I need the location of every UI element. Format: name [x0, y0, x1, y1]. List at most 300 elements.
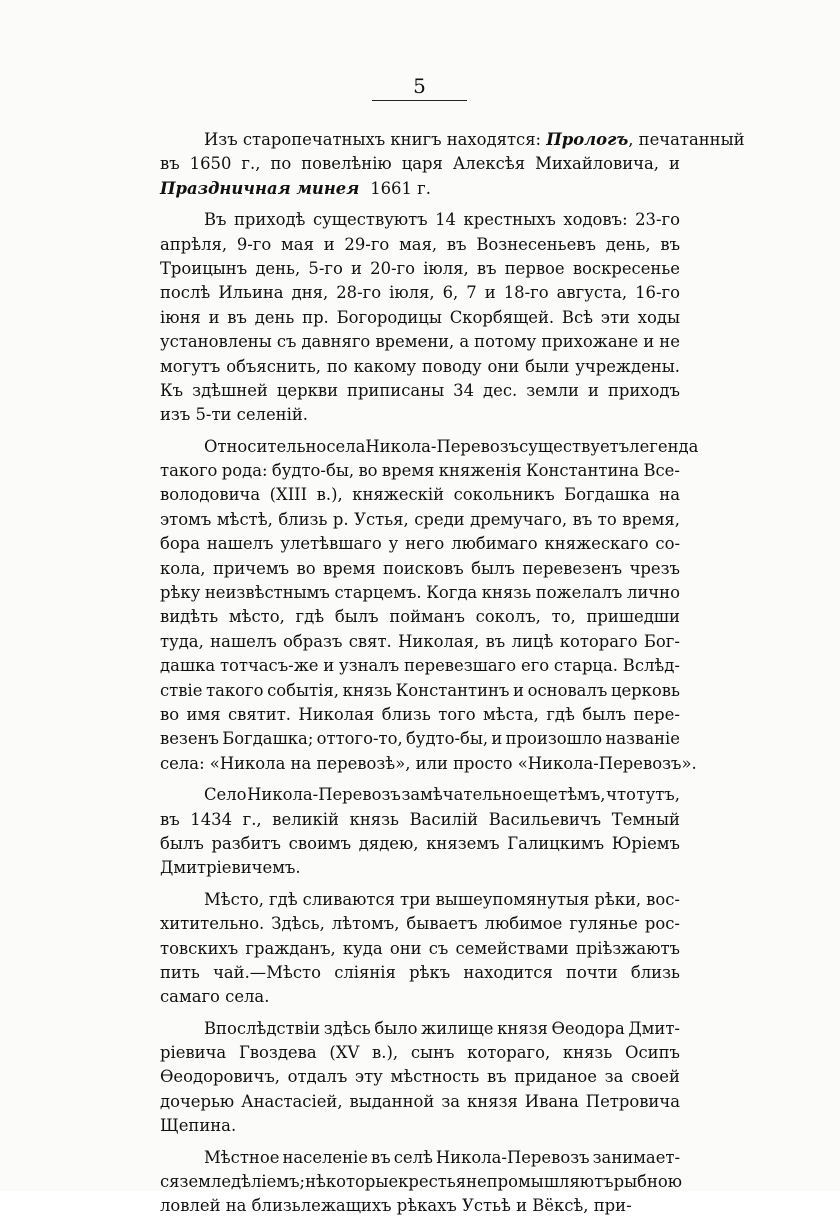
word: еще — [522, 785, 558, 805]
word: произошло — [505, 729, 603, 749]
text-line — [160, 1090, 680, 1114]
word: событія, — [267, 680, 339, 700]
word: улетѣвшаго — [280, 534, 382, 554]
word: свят. — [348, 631, 392, 651]
word: Алексѣя — [452, 154, 526, 174]
word: селѣ — [393, 1147, 433, 1167]
word: ходы — [637, 307, 680, 327]
word: то, — [551, 607, 576, 627]
text-line — [160, 888, 680, 912]
text-line — [160, 128, 745, 152]
paragraph — [160, 1146, 683, 1219]
word: Въ — [204, 210, 227, 230]
text-segment: села: «Никола на перевозѣ», или просто «Никола-Перевозъ». — [160, 753, 697, 773]
word: учреждены. — [575, 356, 680, 376]
text-line — [160, 985, 680, 1009]
word: былъ — [160, 833, 204, 853]
word: (XV — [329, 1043, 360, 1063]
word: августа, — [556, 283, 628, 303]
text-line — [160, 912, 680, 936]
word: 5-го — [308, 258, 343, 278]
word: пришедши — [586, 607, 680, 627]
word: Бог- — [643, 631, 680, 651]
word: этомъ — [160, 509, 212, 529]
word: сокольникъ — [453, 485, 555, 505]
word: 28-го — [336, 283, 382, 303]
word: Богородицы — [336, 307, 442, 327]
word: ріевича — [160, 1043, 227, 1063]
word: пить — [160, 962, 200, 982]
text-line — [160, 832, 680, 856]
text-line — [160, 605, 680, 629]
text-line — [160, 654, 680, 678]
word: рода: — [221, 461, 268, 481]
word: занимает- — [592, 1147, 680, 1167]
word: они — [389, 938, 422, 958]
word: любимое — [484, 914, 563, 934]
word: первое — [504, 258, 565, 278]
word: 23-го — [635, 210, 680, 230]
word: 16-го — [635, 283, 680, 303]
word: въ — [160, 809, 180, 829]
word: володовича — [160, 485, 261, 505]
word: сливаются — [302, 889, 396, 909]
word: Относительно — [204, 436, 327, 456]
word: Здѣсь, — [271, 914, 325, 934]
word: въ — [446, 234, 467, 254]
text-segment: Изъ старопечатныхъ книгъ находятся: — [204, 130, 547, 149]
word: неизвѣстнымъ — [204, 583, 330, 603]
word: Анастасіей, — [241, 1091, 343, 1111]
word: Никола-Перевозъ — [247, 785, 401, 805]
word: въ — [371, 1147, 391, 1167]
word: в.), — [316, 485, 343, 505]
word: гдѣ — [269, 889, 298, 909]
word: замѣчательно — [401, 785, 523, 805]
word: мѣстность — [390, 1067, 480, 1087]
word: видѣть — [160, 607, 219, 627]
word: будто-бы, — [405, 729, 489, 749]
word: князь — [562, 1043, 613, 1063]
word: близь — [630, 962, 680, 982]
word: за — [441, 1091, 461, 1111]
word: поисковъ — [383, 558, 464, 578]
word: в.), — [372, 1043, 399, 1063]
word: и — [351, 258, 362, 278]
paragraph — [160, 435, 699, 776]
word: царя — [401, 154, 443, 174]
word: мѣсто, — [228, 607, 285, 627]
word: мая, — [399, 234, 438, 254]
text-line — [160, 483, 680, 507]
text-segment: Щепина. — [160, 1116, 237, 1136]
word: него — [405, 534, 445, 554]
word: князя — [467, 1091, 518, 1111]
word: г., — [241, 154, 261, 174]
word: дремучаго, — [470, 509, 568, 529]
word: Петровича — [585, 1091, 680, 1111]
body-text — [160, 128, 745, 1226]
text-line — [160, 856, 680, 880]
word: 34 — [453, 380, 475, 400]
text-line — [160, 177, 680, 201]
word: время — [381, 461, 435, 481]
word: церкви — [276, 380, 338, 400]
word: хитительно. — [160, 914, 265, 934]
text-segment: , печатанный — [628, 130, 745, 149]
word: потому — [474, 332, 537, 352]
word: имя — [186, 704, 221, 724]
word: установлены — [160, 332, 272, 352]
word: Все- — [643, 461, 680, 481]
word: находится — [463, 962, 553, 982]
word: во — [296, 558, 316, 578]
word: князь — [481, 583, 532, 603]
word: князь — [349, 809, 399, 829]
word: разбитъ — [211, 833, 281, 853]
word: послѣ — [160, 283, 211, 303]
text-line — [160, 508, 680, 532]
word: какому — [353, 356, 417, 376]
word: ствіе — [160, 680, 203, 700]
word: Ѳеодора — [551, 1018, 625, 1038]
word: везенъ — [160, 729, 219, 749]
word: нѣкоторые — [305, 1172, 399, 1192]
word: время, — [622, 509, 680, 529]
text-segment: изъ 5-ти селеній. — [160, 405, 308, 425]
word: давняго — [301, 332, 371, 352]
word: и — [491, 729, 503, 749]
word: земли — [526, 380, 579, 400]
paragraph — [160, 888, 680, 1010]
word: ся — [160, 1172, 180, 1192]
text-line — [160, 532, 680, 556]
word: княжескаго — [544, 534, 649, 554]
word: 29-го — [344, 234, 390, 254]
word: эту — [354, 1067, 383, 1087]
text-segment: 1661 г. — [364, 178, 431, 198]
book-title: Праздничная минея — [160, 178, 360, 198]
word: рѣкъ — [409, 962, 451, 982]
word: эти — [600, 307, 630, 327]
word: нашелъ — [206, 534, 274, 554]
word: былъ — [334, 607, 379, 627]
word: гдѣ — [295, 607, 325, 627]
word: былъ — [471, 558, 515, 578]
text-line — [160, 1065, 680, 1089]
word: съ — [428, 938, 449, 958]
word: Богдашка; — [222, 729, 314, 749]
word: на — [659, 485, 680, 505]
word: дочерью — [160, 1091, 235, 1111]
word: въ — [227, 307, 247, 327]
word: пожелалъ — [535, 583, 623, 603]
text-line — [160, 403, 680, 427]
word: чрезъ — [629, 558, 680, 578]
word: во — [358, 461, 378, 481]
word: апрѣля, — [160, 234, 228, 254]
word: вышеупомянутыя — [435, 889, 590, 909]
word: дня, — [291, 283, 329, 303]
word: Впослѣдствіи — [204, 1018, 321, 1038]
text-line — [160, 727, 680, 751]
word: въ — [660, 234, 680, 254]
word: въ — [486, 1067, 507, 1087]
word: были — [525, 356, 570, 376]
word: рѣки, — [594, 889, 642, 909]
text-line — [160, 1170, 683, 1194]
word: старца. — [553, 656, 618, 676]
text-line — [160, 233, 680, 257]
word: рыбною — [613, 1172, 683, 1192]
text-line — [160, 152, 680, 176]
word: и — [323, 234, 335, 254]
word: легенда — [629, 436, 699, 456]
word: своимъ — [288, 833, 352, 853]
word: рѣку — [160, 583, 201, 603]
word: Василій — [409, 809, 479, 829]
text-line — [160, 281, 680, 305]
word: Мѣсто, — [204, 889, 264, 909]
word: Николая — [298, 704, 375, 724]
word: того — [438, 704, 476, 724]
word: рос- — [644, 914, 680, 934]
word: Богдашка — [564, 485, 650, 505]
word: промышляютъ — [486, 1172, 614, 1192]
word: мѣста, — [483, 704, 539, 724]
word: перевезшаго — [403, 656, 517, 676]
word: въ — [572, 509, 593, 529]
word: гражданъ, — [245, 938, 336, 958]
word: по — [270, 154, 292, 174]
word: дес. — [483, 380, 518, 400]
word: въ — [476, 258, 497, 278]
word: р. — [332, 509, 349, 529]
word: великій — [272, 809, 339, 829]
word: жилище — [421, 1018, 494, 1038]
paragraph — [160, 1017, 680, 1139]
paragraph — [160, 128, 745, 201]
text-line — [160, 355, 680, 379]
word: поводу — [421, 356, 482, 376]
word: вос- — [646, 889, 680, 909]
word: 1434 — [190, 809, 232, 829]
word: съ — [276, 332, 297, 352]
text-line — [160, 557, 680, 581]
word: крестьяне — [398, 1172, 487, 1192]
word: и — [484, 283, 496, 303]
word: слiянія — [334, 962, 396, 982]
word: своей — [631, 1067, 680, 1087]
word: по — [326, 356, 348, 376]
word: образъ — [283, 631, 343, 651]
text-line — [160, 208, 680, 232]
word: тѣмъ, — [558, 785, 606, 805]
word: Мѣстное — [204, 1147, 280, 1167]
word: земледѣліемъ; — [179, 1172, 306, 1192]
text-line — [160, 937, 680, 961]
word: здѣшней — [192, 380, 268, 400]
word: 6, — [442, 283, 459, 303]
word: прихожане — [541, 332, 639, 352]
word: княженія — [438, 461, 522, 481]
text-line — [160, 630, 680, 654]
word: Село — [204, 785, 247, 805]
word: населеніе — [282, 1147, 368, 1167]
text-line — [160, 961, 680, 985]
word: пр. — [302, 307, 329, 327]
word: воскресенье — [572, 258, 680, 278]
word: гулянье — [569, 914, 638, 934]
word: объяснить, — [226, 356, 321, 376]
page-number: 5 — [413, 74, 426, 98]
word: бываетъ — [406, 914, 478, 934]
word: Вслѣд- — [622, 656, 680, 676]
word: іюня — [160, 307, 201, 327]
word: такого — [206, 680, 264, 700]
word: Гвоздева — [238, 1043, 317, 1063]
word: а — [459, 332, 470, 352]
word: Никола-Перевозъ — [435, 1147, 590, 1167]
text-line — [160, 1017, 680, 1041]
word: любимаго — [451, 534, 538, 554]
word: Васильевичъ — [488, 809, 602, 829]
word: Константинъ — [395, 680, 510, 700]
word: въ — [485, 631, 506, 651]
word: семействами — [455, 938, 569, 958]
word: г., — [242, 809, 262, 829]
word: тутъ, — [636, 785, 680, 805]
word: день — [254, 307, 295, 327]
text-line — [160, 703, 680, 727]
word: названіе — [605, 729, 680, 749]
word: и — [669, 154, 680, 174]
paragraph — [160, 783, 680, 881]
word: Никола-Перевозъ — [365, 436, 520, 456]
word: у — [388, 534, 399, 554]
text-segment: самаго села. — [160, 987, 270, 1007]
word: Вознесеньевъ — [476, 234, 596, 254]
word: время — [323, 558, 376, 578]
word: крестныхъ — [463, 210, 556, 230]
word: товскихъ — [160, 938, 239, 958]
word: Осипъ — [625, 1043, 680, 1063]
word: Устья, — [354, 509, 409, 529]
text-line — [160, 808, 680, 832]
text-line — [160, 1146, 680, 1170]
word: приданое — [514, 1067, 597, 1087]
word: князя — [497, 1018, 548, 1038]
word: близь — [278, 509, 328, 529]
text-line — [160, 783, 680, 807]
word: оттого-то, — [316, 729, 403, 749]
word: котораго — [559, 631, 638, 651]
text-line — [160, 435, 699, 459]
word: іюля, — [423, 258, 469, 278]
word: 18-го — [503, 283, 549, 303]
word: нашелъ — [210, 631, 277, 651]
word: тотчасъ-же — [219, 656, 319, 676]
text-line — [160, 459, 680, 483]
text-line — [160, 257, 680, 281]
word: и — [587, 380, 599, 400]
word: дашка — [160, 656, 216, 676]
word: то — [597, 509, 617, 529]
word: 1650 — [189, 154, 232, 174]
word: Ѳеодоровичъ, — [160, 1067, 280, 1087]
word: Галицкимъ — [507, 833, 605, 853]
text-line — [160, 330, 680, 354]
word: три — [400, 889, 431, 909]
word: Темный — [611, 809, 680, 829]
word: во — [160, 704, 180, 724]
word: бора — [160, 534, 201, 554]
page-header — [372, 74, 467, 101]
text-line — [160, 752, 697, 776]
word: лѣтомъ, — [331, 914, 400, 934]
word: они — [487, 356, 520, 376]
word: Константина — [525, 461, 640, 481]
word: Ильина — [218, 283, 284, 303]
word: будто-бы, — [271, 461, 355, 481]
word: его — [520, 656, 550, 676]
word: лицѣ — [511, 631, 554, 651]
word: среди — [414, 509, 465, 529]
word: Ивана — [524, 1091, 579, 1111]
word: отдалъ — [287, 1067, 348, 1087]
text-line — [160, 679, 680, 703]
word: было — [374, 1018, 418, 1038]
word: мѣстѣ, — [216, 509, 273, 529]
word: Дмит- — [628, 1018, 680, 1038]
word: и — [208, 307, 220, 327]
word: почти — [566, 962, 618, 982]
word: куда — [342, 938, 383, 958]
word: за — [604, 1067, 624, 1087]
word: котораго, — [467, 1043, 551, 1063]
word: повелѣнію — [301, 154, 392, 174]
word: могутъ — [160, 356, 221, 376]
word: церковь — [610, 680, 680, 700]
word: дядею, — [358, 833, 419, 853]
text-line — [160, 1041, 680, 1065]
word: ходовъ: — [563, 210, 628, 230]
word: пере- — [633, 704, 680, 724]
text-line — [160, 379, 680, 403]
word: святит. — [227, 704, 291, 724]
word: не — [659, 332, 680, 352]
word: что — [606, 785, 636, 805]
word: приходъ — [607, 380, 680, 400]
word: здѣсь — [323, 1018, 371, 1038]
word: день, — [605, 234, 651, 254]
word: перевезенъ — [522, 558, 623, 578]
word: князь — [342, 680, 392, 700]
word: и — [323, 656, 335, 676]
word: соколъ, — [475, 607, 541, 627]
word: Троицынъ — [160, 258, 248, 278]
word: 7 — [466, 283, 477, 303]
text-line — [160, 581, 680, 605]
word: лично — [626, 583, 680, 603]
word: существуетъ — [519, 436, 630, 456]
word: сынъ — [410, 1043, 455, 1063]
word: 14 — [435, 210, 456, 230]
word: узналъ — [339, 656, 400, 676]
text-line — [160, 1114, 680, 1138]
text-line — [160, 1194, 680, 1218]
word: и — [513, 680, 524, 700]
